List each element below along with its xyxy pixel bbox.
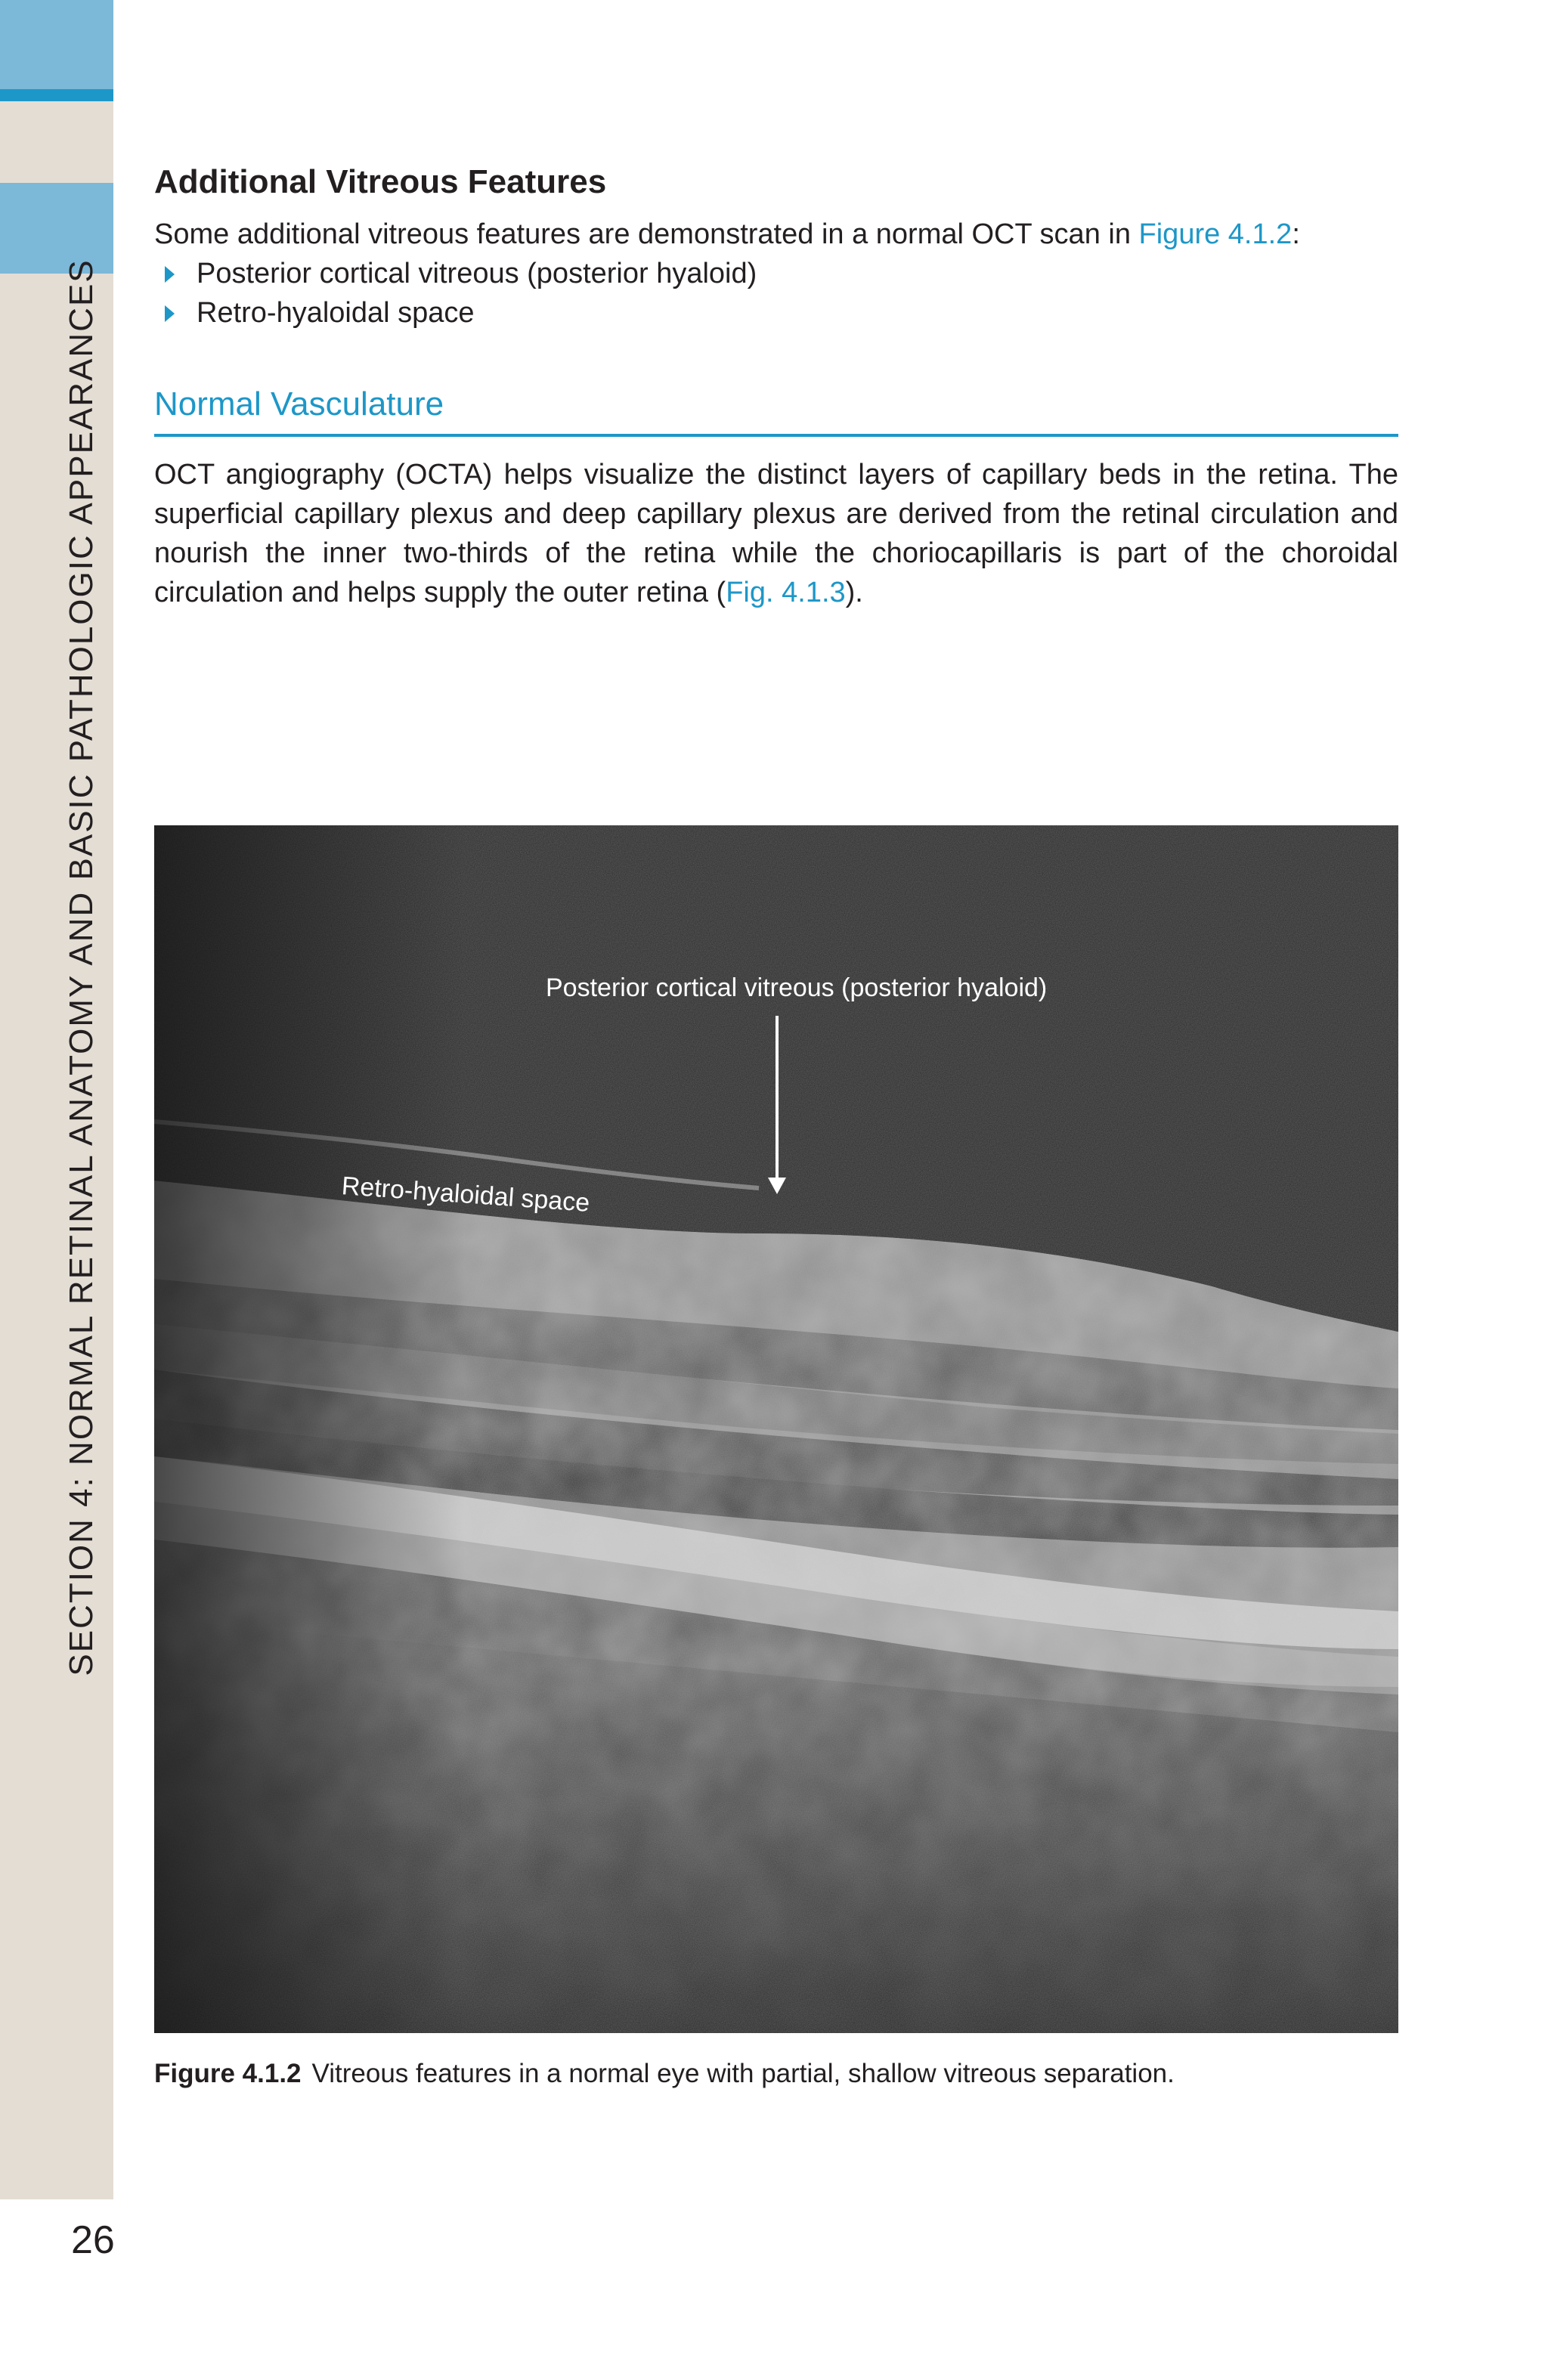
- oct-scan-figure: [154, 825, 1398, 2033]
- heading-rule: [154, 434, 1398, 437]
- figure-link[interactable]: Fig. 4.1.3: [726, 577, 846, 608]
- figure-link[interactable]: Figure 4.1.2: [1138, 218, 1293, 250]
- oct-scan-image: [154, 825, 1398, 2033]
- list-item: [154, 254, 757, 293]
- figure-caption: [154, 2059, 1175, 2089]
- caption-label: Figure 4.1.2: [154, 2059, 302, 2088]
- caption-text: Vitreous features in a normal eye with partial, shallow vitreous separation.: [311, 2059, 1175, 2088]
- section-title: SECTION 4: NORMAL RETINAL ANATOMY AND BASIC PATHOLOGIC APPEARANCES: [63, 258, 100, 1676]
- list-item: [154, 293, 757, 333]
- bullet-text: Retro-hyaloidal space: [197, 297, 475, 329]
- section-tab-top: [0, 0, 113, 89]
- bullet-arrow-icon: [165, 266, 175, 283]
- vitreous-intro: [154, 215, 1300, 254]
- label-retro-hyaloidal-space: Retro-hyaloidal space: [340, 1171, 591, 1218]
- bullet-arrow-icon: [165, 305, 175, 322]
- bullet-text: Posterior cortical vitreous (posterior hyaloid): [197, 258, 757, 289]
- vitreous-heading: Additional Vitreous Features: [154, 163, 607, 200]
- page-number: 26: [71, 2218, 115, 2262]
- vasculature-paragraph: [154, 455, 1398, 612]
- intro-text: Some additional vitreous features are demonstrated in a normal OCT scan in: [154, 218, 1139, 250]
- section-tab-line: [0, 89, 113, 101]
- vitreous-bullet-list: [154, 254, 757, 333]
- label-posterior-hyaloid: Posterior cortical vitreous (posterior hyaloid): [546, 973, 1048, 1002]
- para-end: ).: [845, 577, 863, 608]
- para-text: OCT angiography (OCTA) helps visualize the distinct layers of capillary beds in the retina. The superficial capillary plexus and deep capillary plexus are derived from the retinal circulation and nourish the inner two-thirds of the retina while the choriocapillaris is part of the choroidal circulation and helps supply the outer retina (: [154, 459, 1398, 608]
- vasculature-heading: Normal Vasculature: [154, 385, 444, 422]
- intro-end: :: [1292, 218, 1300, 250]
